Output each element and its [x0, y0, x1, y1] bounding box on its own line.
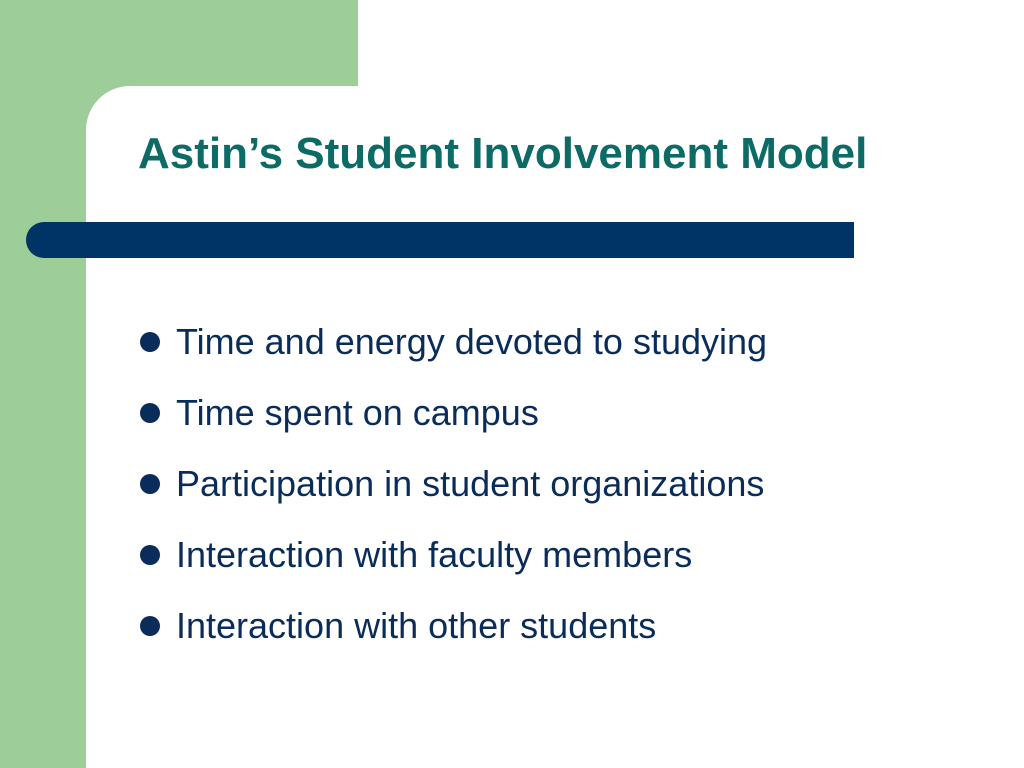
bullet-text: Interaction with faculty members — [176, 533, 693, 575]
bullet-text: Time and energy devoted to studying — [176, 320, 768, 362]
bullet-dot-icon — [140, 332, 160, 352]
bullet-dot-icon — [140, 403, 160, 423]
slide-title: Astin’s Student Involvement Model — [138, 129, 868, 178]
bullet-dot-icon — [140, 545, 160, 565]
bullet-dot-icon — [140, 616, 160, 636]
bullet-text: Interaction with other students — [176, 604, 657, 646]
bullet-text: Participation in student organizations — [176, 462, 765, 504]
title-divider-bar — [26, 222, 854, 258]
list-item — [140, 448, 767, 519]
list-item — [140, 306, 767, 377]
green-left-stripe — [0, 0, 86, 768]
list-item — [140, 519, 767, 590]
bullet-dot-icon — [140, 474, 160, 494]
list-item — [140, 377, 767, 448]
list-item — [140, 590, 767, 661]
bullet-text: Time spent on campus — [176, 391, 539, 433]
bullet-list — [140, 306, 767, 661]
